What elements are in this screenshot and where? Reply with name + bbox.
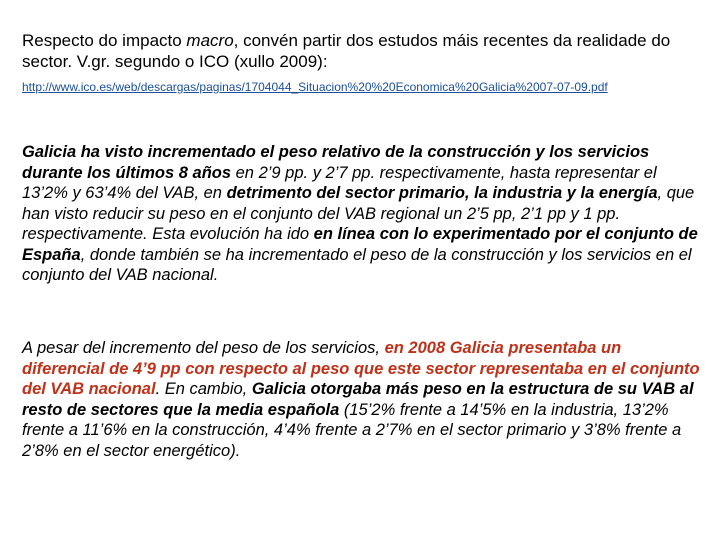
paragraph-services-differential [22, 338, 707, 461]
text-span: A pesar del incremento del peso de los servicios, [22, 339, 385, 357]
bold-phrase: en línea con lo experimentado por el conjunto de España [22, 225, 698, 264]
highlight-phrase: en 2008 Galicia presentaba un diferencial de 4’9 pp con respecto al peso que este sector representaba en el conjunto del VAB nacional [22, 339, 700, 398]
text-span: . En cambio, [155, 380, 252, 398]
text-span: , donde también se ha incrementado el peso de la construcción y los servicios en el conjunto del VAB nacional. [22, 245, 692, 284]
intro-part: Respecto do impacto [22, 31, 187, 50]
intro-part: , convén partir dos estudos máis recentes da realidade do sector. V.gr. segundo o ICO (xullo 2009): [22, 31, 671, 71]
text-span: en 2’9 pp. y 2’7 pp. respectivamente, hasta representar el 13’2% y 63’4% del VAB, en [22, 163, 657, 202]
intro-emphasis: macro [186, 31, 234, 50]
intro-text [22, 30, 702, 72]
bold-phrase: detrimento del sector primario, la industria y la energía [226, 184, 658, 202]
text-span: (15’2% frente a 14’5% en la industria, 13’2% frente a 11’6% en la construcción, 4’4% frente a 2’7% en el sector primario y 3’8% frente a 2’8% en el sector energético). [22, 400, 682, 460]
text-span: , que han visto reducir su peso en el conjunto del VAB regional un 2’5 pp, 2’1 pp y 1 pp. respectivamente. Esta evolución ha ido [22, 184, 695, 243]
bold-phrase: Galicia ha visto incrementado el peso relativo de la construcción y los servicios durante los últimos 8 años [22, 143, 650, 182]
paragraph-construction-services [22, 142, 707, 286]
source-link[interactable]: http://www.ico.es/web/descargas/paginas/1704044_Situacion%20%20Economica%20Galicia%2007-07-09.pdf [22, 80, 608, 94]
bold-phrase: Galicia otorgaba más peso en la estructura de su VAB al resto de sectores que la media española [22, 380, 694, 419]
